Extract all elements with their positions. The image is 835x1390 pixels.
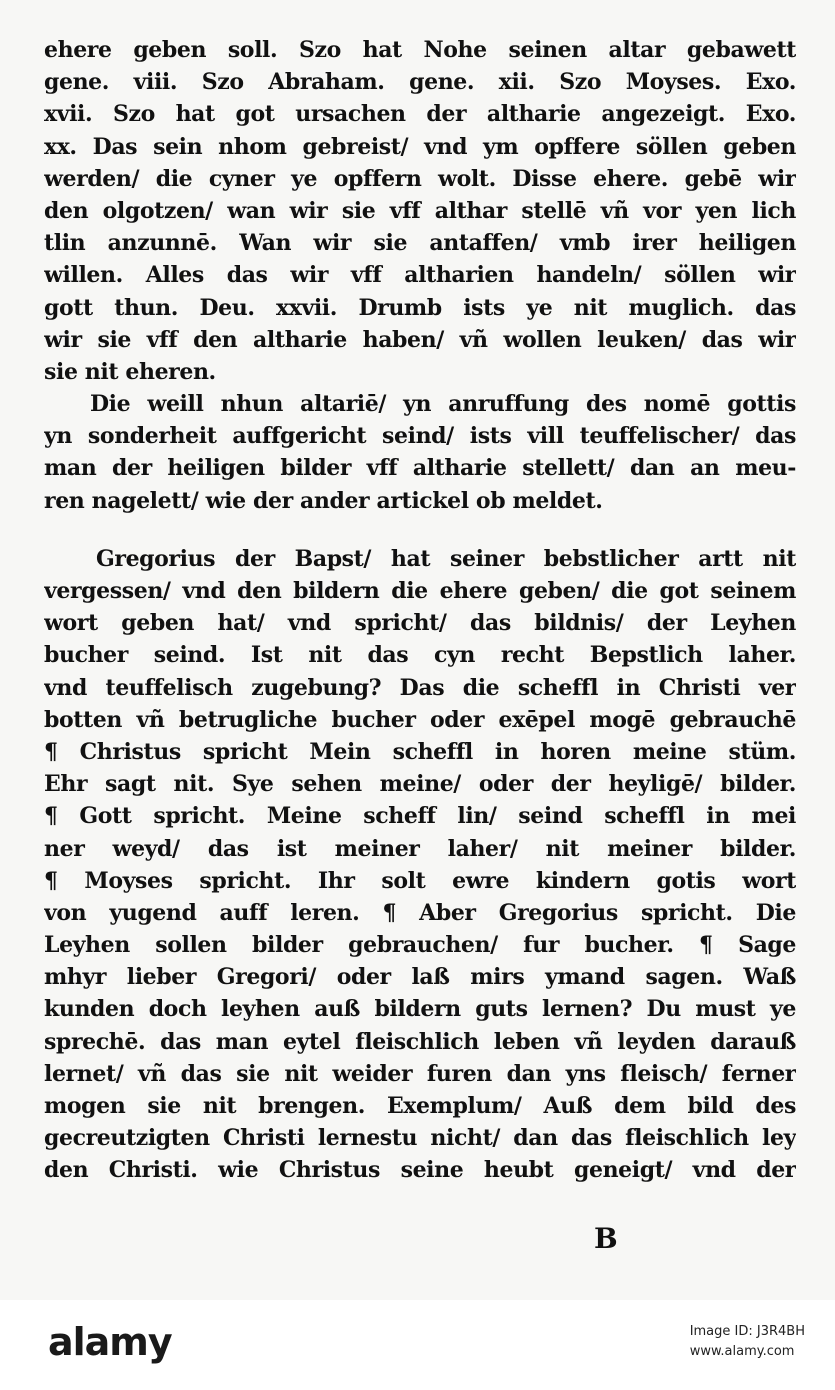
text-line: sie nit eheren.: [44, 358, 216, 385]
text-line: man der heiligen bilder vff altharie stellett/ dan an meu-: [44, 455, 796, 482]
text-line: ¶ Gott spricht. Meine scheff lin/ seind scheffl in mei: [44, 803, 796, 830]
text-line: wir sie vff den altharie haben/ vñ wollen leuken/ das wir: [44, 326, 796, 353]
text-line: gott thun. Deu. xxvii. Drumb ists ye nit muglich. das: [44, 294, 796, 321]
text-line: ehere geben soll. Szo hat Nohe seinen altar gebawett: [44, 37, 796, 63]
text-line: vergessen/ vnd den bildern die ehere geben/ die got seinem: [44, 578, 796, 604]
text-line: gene. viii. Szo Abraham. gene. xii. Szo Moyses. Exo.: [44, 69, 796, 96]
paragraph-3-body: [44, 575, 796, 1187]
paragraph-1: [44, 34, 796, 388]
signature-mark: B: [594, 1222, 618, 1255]
text-line: den Christi. wie Christus seine heubt geneigt/ vnd der: [44, 1157, 796, 1184]
watermark-footer: [0, 1300, 835, 1390]
text-line: yn sonderheit auffgericht seind/ ists vill teuffelischer/ das: [44, 423, 796, 450]
image-id-label: Image ID: J3R4BH: [689, 1324, 805, 1339]
text-line: xx. Das sein nhom gebreist/ vnd ym opffere söllen geben: [44, 133, 796, 160]
text-line: botten vñ betrugliche bucher oder exēpel mogē gebrauchē: [44, 706, 796, 733]
text-line: Leyhen sollen bilder gebrauchen/ fur bucher. ¶ Sage: [44, 932, 796, 959]
site-url: www.alamy.com: [689, 1344, 795, 1359]
paragraph-3: [44, 543, 796, 575]
text-line: vnd teuffelisch zugebung? Das die scheffl in Christi ver: [44, 674, 796, 701]
text-line: Gregorius der Bapst/ hat seiner bebstlicher artt nit: [96, 545, 796, 572]
text-line: mogen sie nit brengen. Exemplum/ Auß dem bild des: [44, 1093, 796, 1119]
text-line: wort geben hat/ vnd spricht/ das bildnis/ der Leyhen: [44, 610, 796, 637]
text-line: kunden doch leyhen auß bildern guts lernen? Du must ye: [44, 996, 796, 1023]
text-line: von yugend auff leren. ¶ Aber Gregorius spricht. Die: [44, 899, 796, 926]
text-line: werden/ die cyner ye opffern wolt. Disse ehere. gebē wir: [44, 165, 796, 192]
text-line: Ehr sagt nit. Sye sehen meine/ oder der heyligē/ bilder.: [44, 771, 796, 798]
text-line: mhyr lieber Gregori/ oder laß mirs ymand sagen. Waß: [44, 964, 796, 991]
text-line: bucher seind. Ist nit das cyn recht Bepstlich laher.: [44, 642, 796, 669]
text-line: ren nagelett/ wie der ander artickel ob meldet.: [44, 487, 603, 514]
text-line: xvii. Szo hat got ursachen der altharie angezeigt. Exo.: [44, 101, 796, 128]
paragraph-2-body: [44, 420, 796, 517]
footer-meta: [690, 1322, 805, 1362]
text-line: tlin anzunnē. Wan wir sie antaffen/ vmb irer heiligen: [44, 230, 796, 257]
alamy-logo: alamy: [48, 1320, 172, 1364]
text-block: [44, 34, 796, 1187]
paragraph-2: [44, 388, 796, 420]
text-line: ¶ Christus spricht Mein scheffl in horen meine stüm.: [44, 738, 796, 765]
text-line: Die weill nhun altariē/ yn anruffung des nomē gottis: [90, 391, 796, 418]
text-line: den olgotzen/ wan wir sie vff althar stellē vñ vor yen lich: [44, 197, 796, 224]
text-line: willen. Alles das wir vff altharien handeln/ söllen wir: [44, 262, 796, 289]
text-line: ¶ Moyses spricht. Ihr solt ewre kindern gotis wort: [44, 867, 796, 894]
text-line: ner weyd/ das ist meiner laher/ nit meiner bilder.: [44, 835, 796, 862]
text-line: gecreutzigten Christi lernestu nicht/ dan das fleischlich ley: [44, 1125, 796, 1152]
text-line: sprechē. das man eytel fleischlich leben vñ leyden darauß: [44, 1028, 796, 1055]
text-line: lernet/ vñ das sie nit weider furen dan yns fleisch/ ferner: [44, 1060, 796, 1087]
